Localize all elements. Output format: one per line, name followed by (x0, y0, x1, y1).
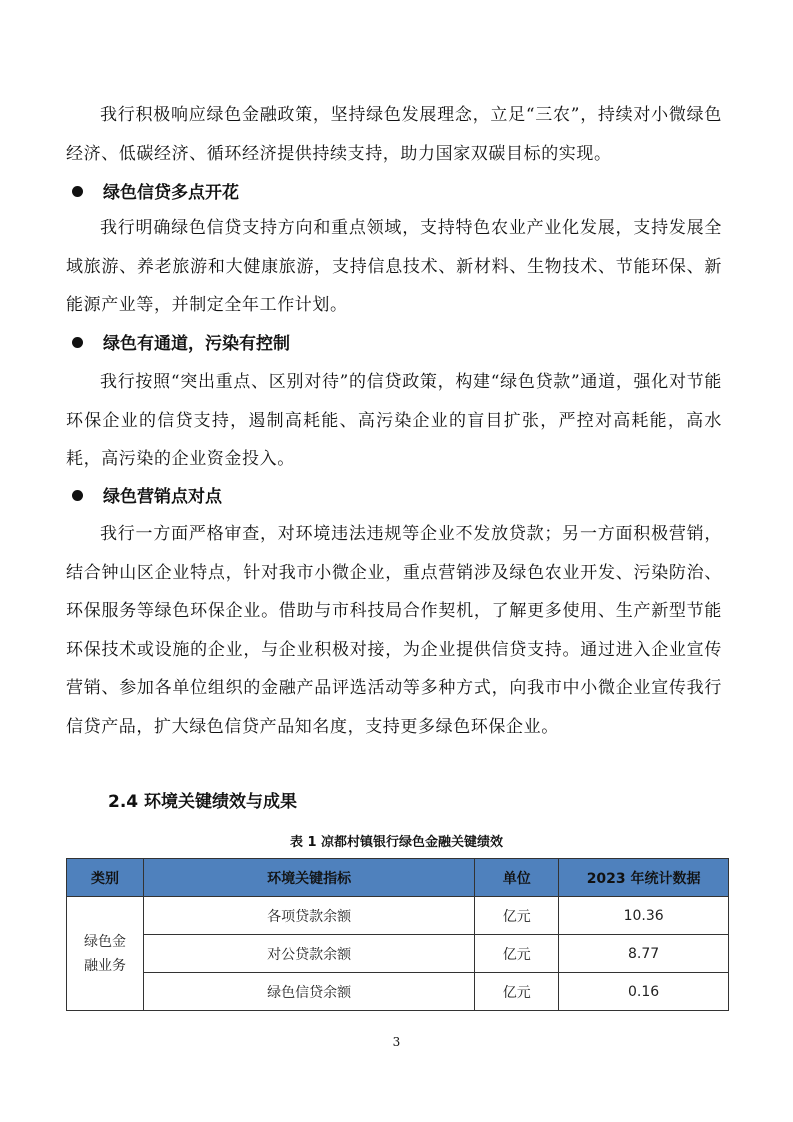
intro-paragraph: 我行积极响应绿色金融政策，坚持绿色发展理念，立足“三农”，持续对小微绿色经济、低碳经济、循环经济提供持续支持，助力国家双碳目标的实现。 (66, 105, 722, 164)
bullet-icon (72, 186, 83, 197)
column-header: 单位 (475, 859, 559, 897)
section-heading-green-credit (72, 180, 722, 206)
category-cell (67, 897, 144, 1011)
section-heading-green-marketing (72, 484, 722, 510)
unit-cell: 亿元 (475, 935, 559, 973)
table-row (67, 973, 729, 1011)
bullet-icon (72, 337, 83, 348)
value-cell: 8.77 (559, 935, 729, 973)
section-heading-text: 绿色营销点对点 (103, 487, 222, 507)
table-row (67, 897, 729, 935)
unit-cell: 亿元 (475, 897, 559, 935)
section-heading-green-channel (72, 331, 722, 357)
page-number: 3 (392, 1035, 401, 1049)
section-paragraph-green-channel: 我行按照“突出重点、区别对待”的信贷政策，构建“绿色贷款”通道，强化对节能环保企业的信贷支持，遏制高耗能、高污染企业的盲目扩张，严控对高耗能，高水耗，高污染的企业资金投入。 (66, 372, 722, 469)
indicator-cell: 对公贷款余额 (143, 935, 474, 973)
section-title: 2.4 环境关键绩效与成果 (108, 792, 298, 812)
table-row (67, 935, 729, 973)
section-heading-text: 绿色有通道，污染有控制 (103, 334, 290, 354)
column-header: 环境关键指标 (143, 859, 474, 897)
column-header: 2023 年统计数据 (559, 859, 729, 897)
kpi-table (66, 858, 729, 1011)
unit-cell: 亿元 (475, 973, 559, 1011)
table-header-row (67, 859, 729, 897)
section-paragraph-green-credit: 我行明确绿色信贷支持方向和重点领域，支持特色农业产业化发展，支持发展全域旅游、养老旅游和大健康旅游，支持信息技术、新材料、生物技术、节能环保、新能源产业等，并制定全年工作计划。 (66, 218, 722, 315)
section-paragraph-green-marketing: 我行一方面严格审查，对环境违法违规等企业不发放贷款；另一方面积极营销，结合钟山区企业特点，针对我市小微企业，重点营销涉及绿色农业开发、污染防治、环保服务等绿色环保企业。借助与市科技局合作契机，了解更多使用、生产新型节能环保技术或设施的企业，与企业积极对接，为企业提供信贷支持。通过进入企业宣传营销、参加各单位组织的金融产品评选活动等多种方式，向我市中小微企业宣传我行信贷产品，扩大绿色信贷产品知名度，支持更多绿色环保企业。 (66, 524, 722, 737)
bullet-icon (72, 490, 83, 501)
indicator-cell: 各项贷款余额 (143, 897, 474, 935)
indicator-cell: 绿色信贷余额 (143, 973, 474, 1011)
value-cell: 0.16 (559, 973, 729, 1011)
value-cell: 10.36 (559, 897, 729, 935)
category-label: 绿色金融业务 (83, 933, 126, 974)
table-caption: 表 1 凉都村镇银行绿色金融关键绩效 (289, 835, 504, 850)
column-header: 类别 (67, 859, 144, 897)
section-heading-text: 绿色信贷多点开花 (103, 183, 239, 203)
